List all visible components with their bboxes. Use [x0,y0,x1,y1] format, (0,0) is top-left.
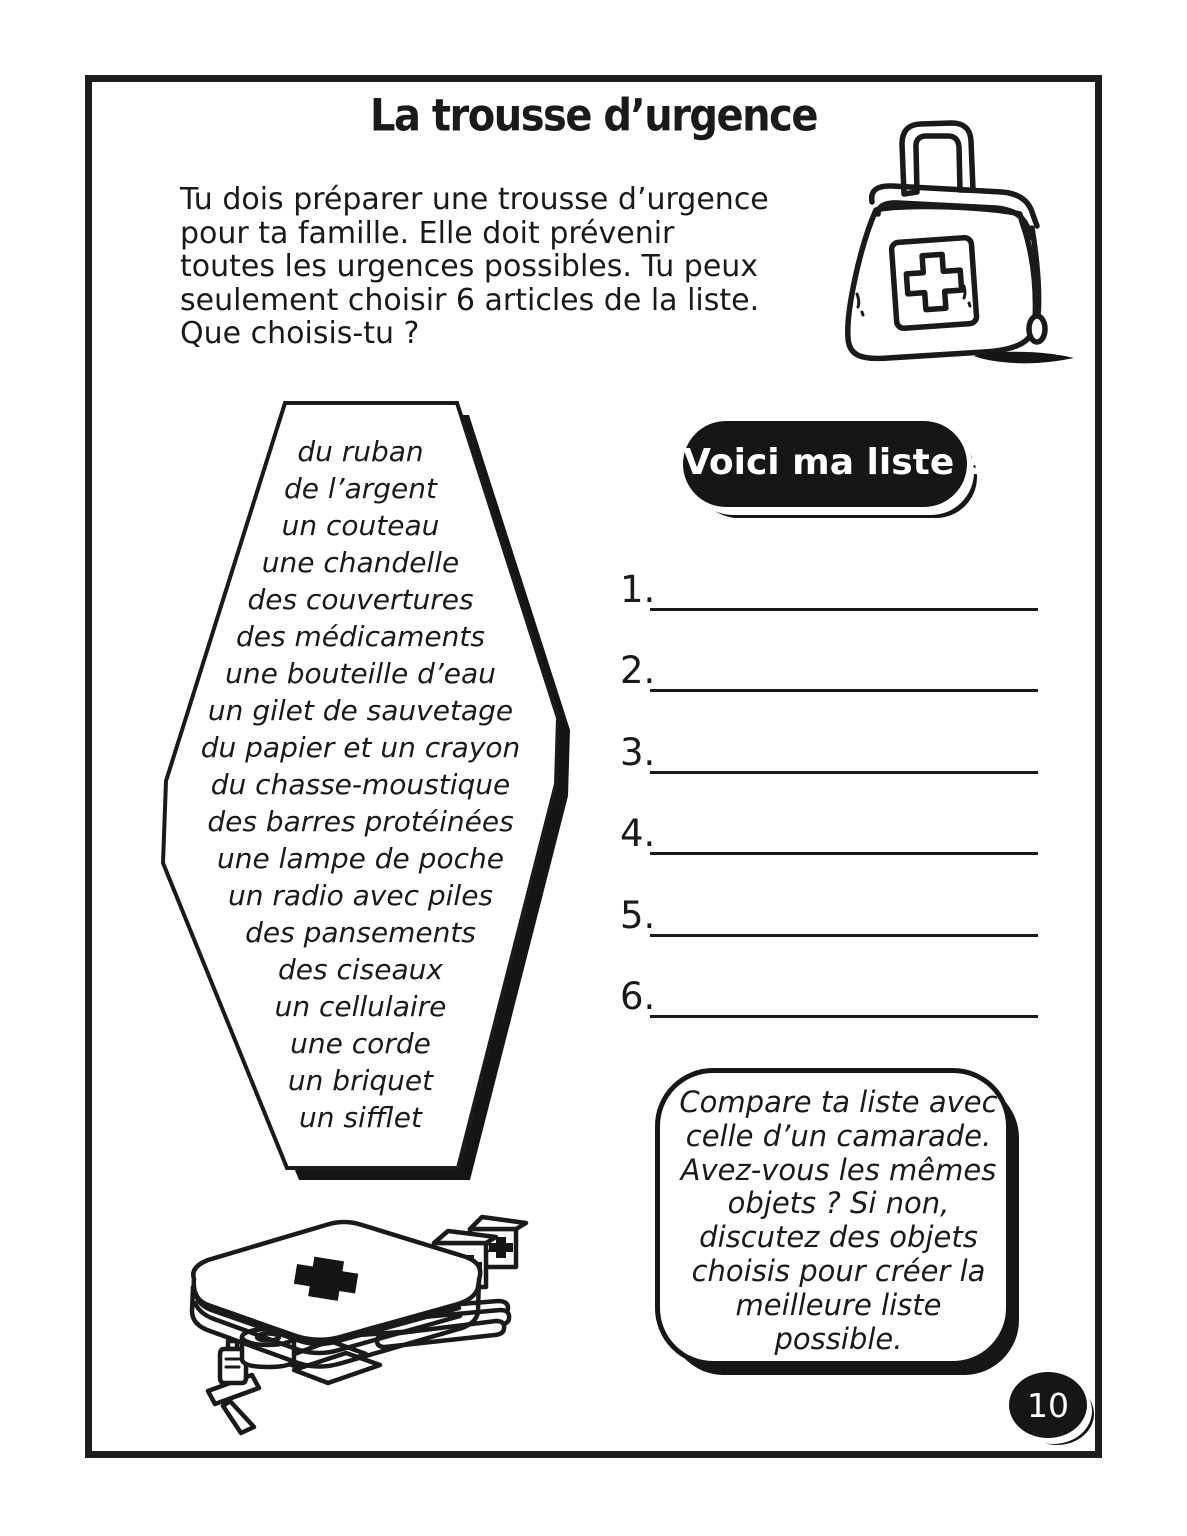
answer-number: 6. [620,975,656,1018]
answer-row [618,550,1048,632]
intro-line: pour ta famille. Elle doit prévenir [180,215,675,251]
supply-item: des pansements [245,916,476,949]
supply-item: une bouteille d’eau [225,657,496,690]
supply-item: un radio avec piles [227,879,494,912]
intro-line: Que choisis-tu ? [180,316,420,351]
answer-row [618,958,1048,1040]
supply-item: un gilet de sauvetage [207,694,514,727]
answer-list [618,550,1048,1039]
intro-line: toutes les urgences possibles. Tu peux [180,249,759,284]
intro-line: seulement choisir 6 articles de la liste. [180,282,760,318]
supply-item: une lampe de poche [217,842,504,875]
my-list-badge: Voici ma liste ! [683,421,967,507]
answer-number: 3. [620,730,656,774]
answer-number: 2. [620,649,656,692]
intro-line: Tu dois préparer une trousse d’urgence [180,182,769,217]
compare-note-line: choisis pour créer la [691,1253,986,1288]
supply-item: des ciseaux [278,953,443,986]
supply-item: du ruban [297,435,424,468]
answer-number: 5. [620,893,656,937]
answer-row [618,713,1048,795]
supply-item: un cellulaire [274,990,447,1023]
compare-note-line: Compare ta liste avec [679,1085,998,1119]
answer-blank-line[interactable] [650,730,1038,774]
supply-item: une chandelle [261,546,460,579]
compare-note-text [655,1086,1022,1356]
supply-list [168,433,553,1136]
supply-item: de l’argent [284,472,437,505]
first-aid-kit-icon [178,1213,540,1441]
supply-item: une corde [290,1027,431,1060]
supply-item: du chasse-moustique [210,768,511,801]
answer-row [618,876,1048,958]
answer-blank-line[interactable] [650,811,1038,855]
supply-item: un sifflet [299,1101,422,1134]
answer-blank-line[interactable] [650,974,1038,1018]
supply-item: des couvertures [247,583,474,616]
supply-item: des médicaments [236,620,485,653]
compare-note-line: possible. [774,1321,903,1356]
page-number: 10 [1027,1385,1069,1425]
intro-paragraph [180,183,870,351]
answer-number: 4. [620,812,656,855]
answer-row [618,632,1048,714]
supply-item: du papier et un crayon [200,731,521,764]
page-title: La trousse d’urgence [370,90,817,142]
answer-blank-line[interactable] [650,893,1038,937]
compare-note-line: celle d’un camarade. [685,1118,992,1153]
supply-item: un briquet [287,1064,434,1097]
answer-blank-line[interactable] [650,648,1038,692]
answer-blank-line[interactable] [650,567,1038,611]
compare-note-line: objets ? Si non, [727,1186,950,1221]
compare-note-line: meilleure liste [735,1287,942,1322]
answer-number: 1. [620,567,656,611]
supply-item: un couteau [281,509,440,542]
answer-row [618,795,1048,877]
compare-note-line: Avez-vous les mêmes [680,1152,997,1187]
supply-item: des barres protéinées [207,805,514,838]
page-number-badge [1009,1372,1087,1438]
compare-note-line: discutez des objets [699,1220,978,1255]
first-aid-bag-icon [836,106,1078,368]
